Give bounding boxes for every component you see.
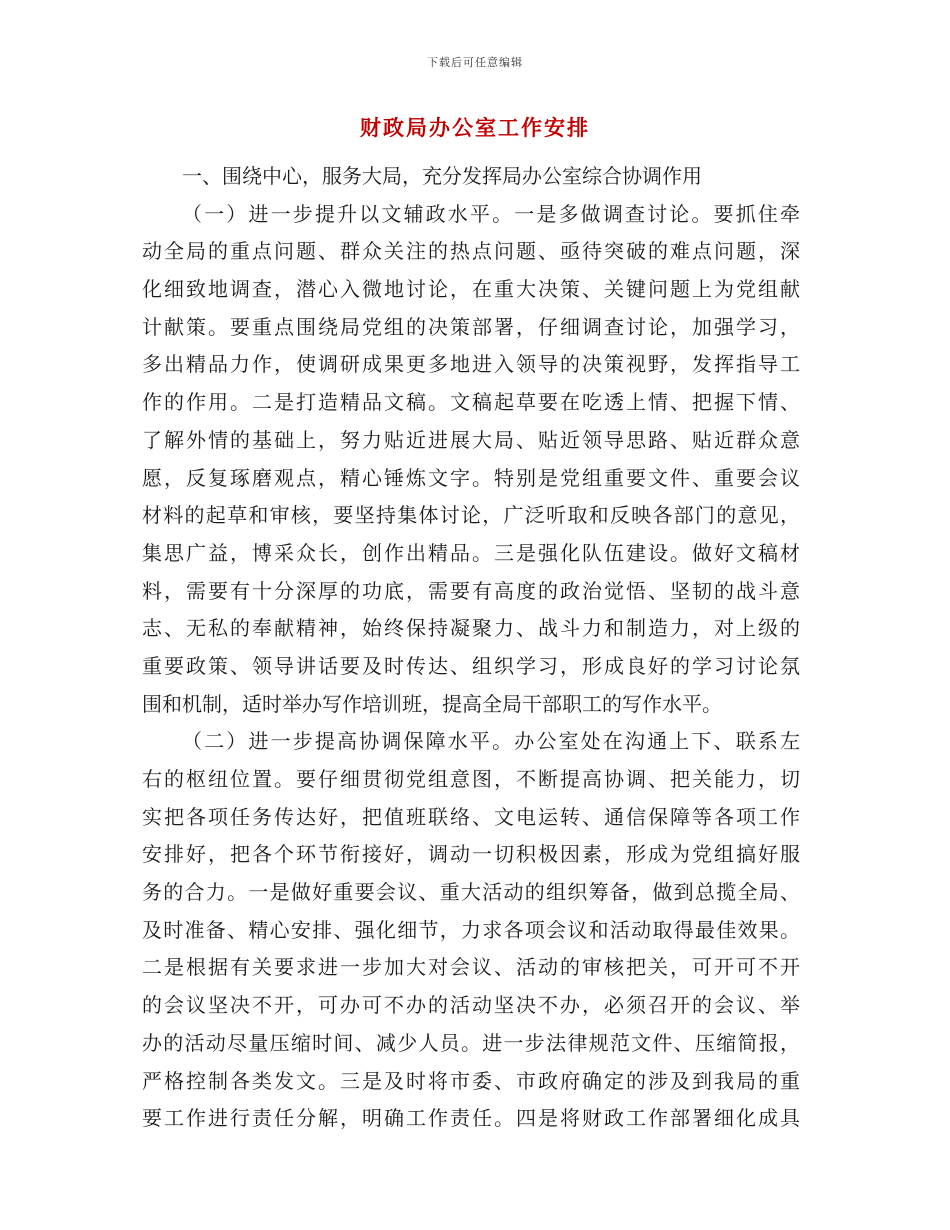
paragraph-line: 右的枢纽位置。要仔细贯彻党组意图，不断提高协调、把关能力，切 bbox=[142, 767, 800, 791]
paragraph-line: 作的作用。二是打造精品文稿。文稿起草要在吃透上情、把握下情、 bbox=[142, 390, 800, 415]
paragraph-line: 办的活动尽量压缩时间、减少人员。进一步法律规范文件、压缩简报， bbox=[142, 1030, 800, 1055]
paragraph-line: 计献策。要重点围绕局党组的决策部署，仔细调查讨论，加强学习， bbox=[142, 314, 800, 339]
paragraph-line: 的会议坚决不开，可办可不办的活动坚决不办，必须召开的会议、举 bbox=[142, 993, 800, 1018]
paragraph-line: 及时准备、精心安排、强化细节，力求各项会议和活动取得最佳效果。 bbox=[142, 917, 800, 942]
paragraph-line: 围和机制，适时举办写作培训班，提高全局干部职工的写作水平。 bbox=[142, 691, 722, 716]
paragraph-line: 务的合力。一是做好重要会议、重大活动的组织筹备，做到总揽全局、 bbox=[142, 880, 800, 905]
paragraph-line: 志、无私的奉献精神，始终保持凝聚力、战斗力和制造力，对上级的 bbox=[142, 616, 800, 641]
paragraph-line: 愿，反复琢磨观点，精心锤炼文字。特别是党组重要文件、重要会议 bbox=[142, 465, 800, 490]
paragraph-line: 实把各项任务传达好，把值班联络、文电运转、通信保障等各项工作 bbox=[142, 804, 800, 829]
document-body bbox=[142, 158, 800, 1138]
paragraph-line: 了解外情的基础上，努力贴近进展大局、贴近领导思路、贴近群众意 bbox=[142, 427, 800, 452]
paragraph-line: 材料的起草和审核，要坚持集体讨论，广泛听取和反映各部门的意见， bbox=[142, 503, 800, 528]
paragraph-line: 安排好，把各个环节衔接好，调动一切积极因素，形成为党组搞好服 bbox=[142, 842, 800, 867]
paragraph-line: 动全局的重点问题、群众关注的热点问题、亟待突破的难点问题，深 bbox=[142, 239, 800, 264]
document-title: 财政局办公室工作安排 bbox=[360, 115, 590, 140]
paragraph-line: 严格控制各类发文。三是及时将市委、市政府确定的涉及到我局的重 bbox=[142, 1068, 800, 1093]
paragraph-line: 料，需要有十分深厚的功底，需要有高度的政治觉悟、坚韧的战斗意 bbox=[142, 578, 800, 603]
paragraph-line: 集思广益，博采众长，创作出精品。三是强化队伍建设。做好文稿材 bbox=[142, 540, 800, 565]
page-header-note: 下载后可任意编辑 bbox=[427, 56, 523, 69]
section-heading: 一、围绕中心，服务大局，充分发挥局办公室综合协调作用 bbox=[182, 164, 702, 188]
paragraph-line: （二）进一步提高协调保障水平。办公室处在沟通上下、联系左 bbox=[182, 729, 800, 754]
paragraph-line: 二是根据有关要求进一步加大对会议、活动的审核把关，可开可不开 bbox=[142, 955, 800, 980]
paragraph-line: 多出精品力作，使调研成果更多地进入领导的决策视野，发挥指导工 bbox=[142, 352, 800, 377]
paragraph-line: 化细致地调查，潜心入微地讨论，在重大决策、关键问题上为党组献 bbox=[142, 277, 800, 302]
paragraph-line: 重要政策、领导讲话要及时传达、组织学习，形成良好的学习讨论氛 bbox=[142, 653, 800, 678]
paragraph-line: 要工作进行责任分解，明确工作责任。四是将财政工作部署细化成具 bbox=[142, 1106, 800, 1131]
paragraph-line: （一）进一步提升以文辅政水平。一是多做调查讨论。要抓住牵 bbox=[182, 201, 800, 226]
